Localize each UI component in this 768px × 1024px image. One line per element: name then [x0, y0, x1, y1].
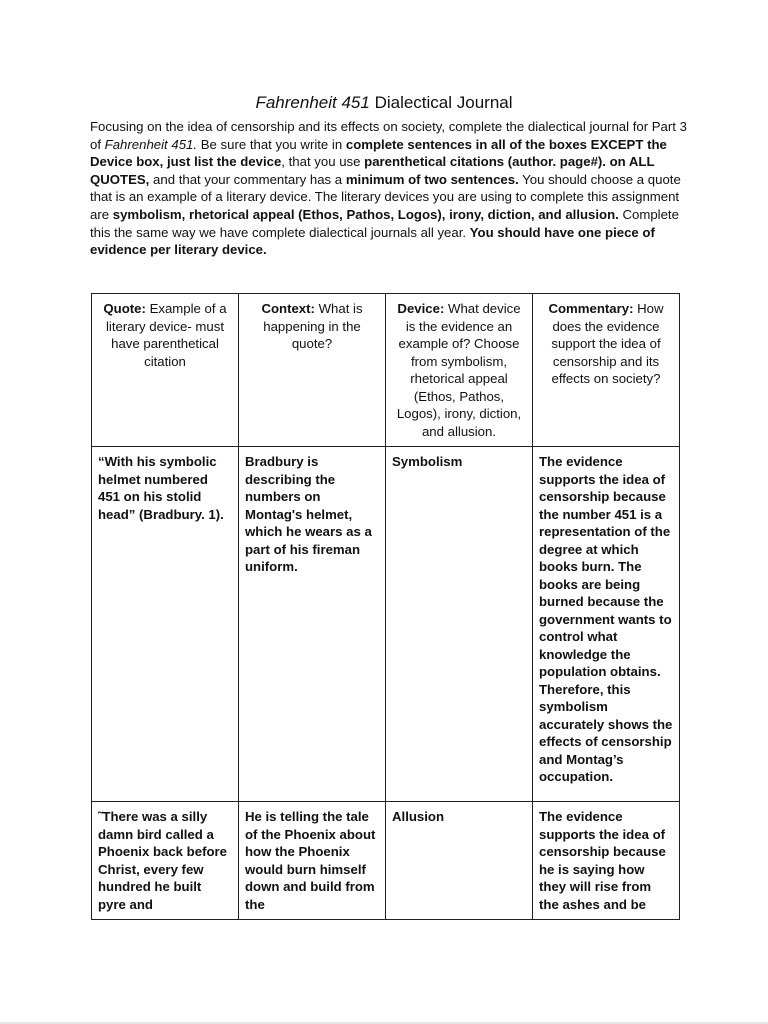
table-row	[92, 447, 680, 802]
header-commentary	[533, 294, 680, 447]
device-cell: Allusion	[386, 802, 533, 920]
header-context	[239, 294, 386, 447]
instructions-run: minimum of two sentences.	[345, 171, 519, 187]
instructions-run: Fahrenheit 451.	[104, 136, 198, 152]
context-cell: Bradbury is describing the numbers on Montag's helmet, which he wears as a part of his fireman uniform.	[239, 447, 386, 802]
commentary-cell: The evidence supports the idea of censorship because he is saying how they will rise from the ashes and be	[533, 802, 680, 920]
commentary-cell: The evidence supports the idea of censorship because the number 451 is a representation of the degree at which books burn. The books are being burned because the government wants to control what knowledge the population obtains. Therefore, this symbolism accurately shows the effects of censorship and Montag’s occupation.	[533, 447, 680, 802]
header-commentary-label: Commentary:	[548, 301, 634, 316]
instructions-run: and that your commentary has a	[149, 171, 346, 187]
header-device	[386, 294, 533, 447]
dialectical-journal-table	[91, 293, 680, 920]
title-book-name: Fahrenheit 451	[255, 93, 370, 112]
table-row	[92, 802, 680, 920]
header-quote	[92, 294, 239, 447]
device-cell: Symbolism	[386, 447, 533, 802]
header-commentary-desc: How does the evidence support the idea of censorship and its effects on society?	[551, 301, 664, 386]
quote-cell: “With his symbolic helmet numbered 451 on his stolid head” (Bradbury. 1).	[92, 447, 239, 802]
header-device-desc: What device is the evidence an example of? Choose from symbolism, rhetorical appeal (Ethos, Pathos, Logos), irony, diction, and allusion.	[396, 301, 522, 439]
header-context-label: Context:	[261, 301, 315, 316]
header-context-desc: What is happening in the quote?	[263, 301, 363, 351]
header-quote-desc: Example of a literary device- must have parenthetical citation	[106, 301, 227, 369]
instructions-run: Be sure that you write in	[197, 136, 346, 152]
context-cell: He is telling the tale of the Phoenix about how the Phoenix would burn himself down and build from the	[239, 802, 386, 920]
quote-cell: ˜There was a silly damn bird called a Phoenix back before Christ, every few hundred he built pyre and	[92, 802, 239, 920]
header-device-label: Device:	[397, 301, 445, 316]
instructions-paragraph	[90, 118, 688, 259]
instructions-run: Complete this the same way we have complete dialectical journals all year.	[90, 206, 679, 240]
instructions-run: parenthetical citations (author. page#). on ALL QUOTES,	[90, 154, 655, 187]
instructions-run: You should choose a quote that is an example of a literary device. The literary devices you are using to complete this assignment are	[90, 171, 681, 222]
title-suffix: Dialectical Journal	[369, 93, 513, 112]
instructions-run: , that you use	[281, 154, 365, 170]
instructions-run: Focusing on the idea of censorship and its effects on society, complete the dialectical journal for Part 3 of	[90, 119, 687, 152]
document-title	[0, 93, 768, 113]
header-quote-label: Quote:	[103, 301, 146, 316]
instructions-run: complete sentences in all of the boxes EXCEPT the Device box, just list the device	[90, 136, 667, 170]
table-header-row	[92, 294, 680, 447]
instructions-run: symbolism, rhetorical appeal (Ethos, Pathos, Logos), irony, diction, and allusion.	[112, 206, 619, 222]
instructions-run: You should have one piece of evidence per literary device.	[90, 224, 655, 258]
